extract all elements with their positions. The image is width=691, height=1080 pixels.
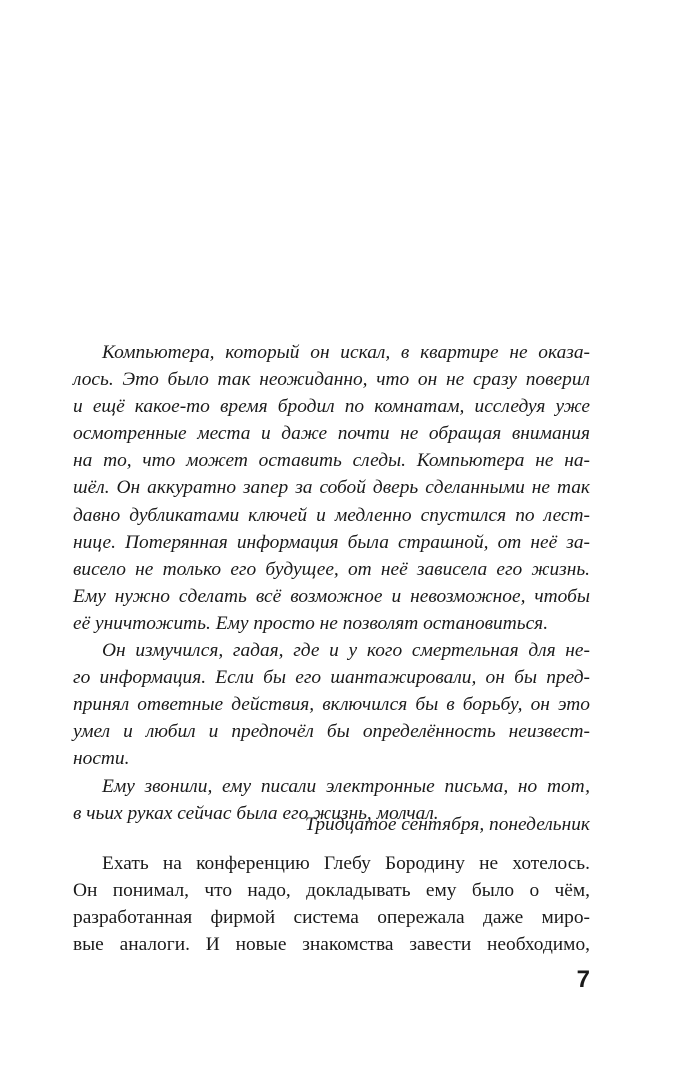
text-line: разработанная фирмой система опережала даже миро- bbox=[73, 907, 590, 929]
italic-prologue-passage bbox=[73, 339, 590, 827]
text-line: Он понимал, что надо, докладывать ему было о чём, bbox=[73, 880, 590, 902]
text-line: вые аналоги. И новые знакомства завести необходимо, bbox=[73, 934, 590, 956]
text-line: на то, что может оставить следы. Компьютера не на- bbox=[73, 450, 590, 472]
text-line: Ехать на конференцию Глебу Бородину не хотелось. bbox=[102, 853, 590, 874]
text-line: осмотренные места и даже почти не обращая внимания bbox=[73, 423, 590, 445]
text-line: Компьютера, который он искал, в квартире не оказа- bbox=[102, 342, 590, 363]
text-line: го информация. Если бы его шантажировали, он бы пред- bbox=[73, 667, 590, 689]
text-line: нице. Потерянная информация была страшной, от неё за- bbox=[73, 531, 590, 553]
text-line: в чьих руках сейчас была его жизнь, молчал. bbox=[73, 802, 439, 824]
text-line: давно дубликатами ключей и медленно спустился по лест- bbox=[73, 504, 590, 526]
main-text-passage bbox=[73, 850, 590, 958]
text-line: ности. bbox=[73, 748, 130, 770]
text-line: Ему звонили, ему писали электронные письма, но тот, bbox=[102, 775, 590, 797]
text-line: висело не только его будущее, от неё зависела его жизнь. bbox=[73, 558, 590, 580]
text-line: и ещё какое-то время бродил по комнатам, исследуя уже bbox=[73, 396, 590, 418]
text-line: лось. Это было так неожиданно, что он не сразу поверил bbox=[73, 369, 590, 391]
text-line: шёл. Он аккуратно запер за собой дверь сделанными не так bbox=[73, 477, 590, 499]
text-line: принял ответные действия, включился бы в борьбу, он это bbox=[73, 694, 590, 716]
page-number: 7 bbox=[576, 966, 590, 993]
text-line: Он измучился, гадая, где и у кого смертельная для не- bbox=[102, 640, 590, 662]
chapter-date-heading: Тридцатое сентября, понедельник bbox=[305, 814, 590, 835]
text-line: её уничтожить. Ему просто не позволят остановиться. bbox=[73, 612, 549, 634]
text-line: Ему нужно сделать всё возможное и невозможное, чтобы bbox=[73, 585, 590, 607]
text-line: умел и любил и предпочёл бы определённость неизвест- bbox=[73, 721, 590, 743]
